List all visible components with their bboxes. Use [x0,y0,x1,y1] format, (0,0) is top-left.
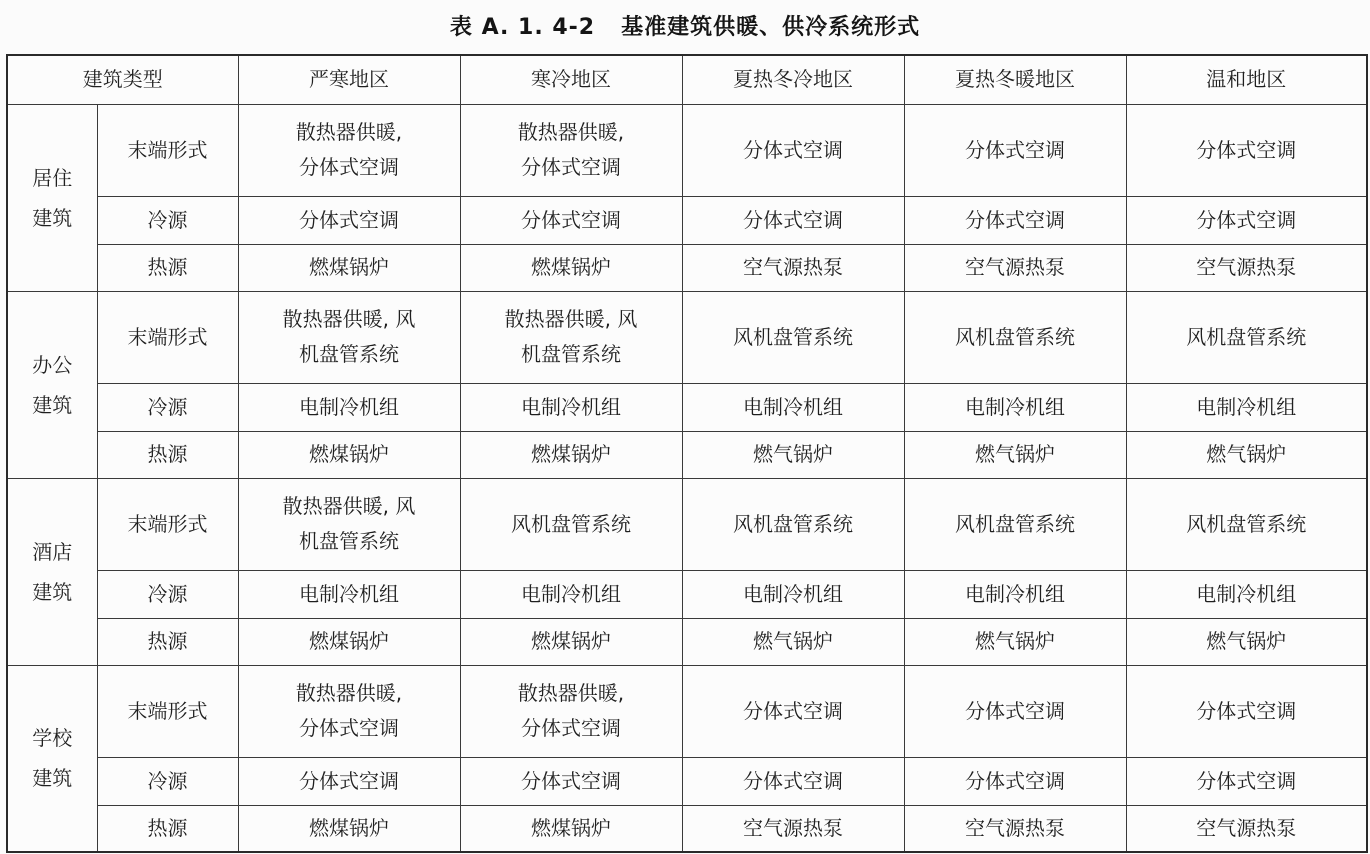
table-row [7,291,1367,383]
system-cell-text: 分体式空调 [743,137,843,162]
system-cell [460,291,682,383]
system-cell-text: 电制冷机组 [965,581,1065,606]
subcategory-label: 末端形式 [97,291,238,383]
system-cell [460,757,682,805]
building-category-label: 建筑 [32,579,73,604]
system-cell-text: 散热器供暖, [517,681,625,705]
system-cell [460,570,682,618]
system-cell [904,104,1126,196]
system-cell [904,291,1126,383]
table-row [7,196,1367,244]
subcategory-label: 末端形式 [97,104,238,196]
system-cell [682,383,904,431]
system-cell-text: 分体式空调 [1196,207,1297,232]
system-cell-text: 分体式空调 [299,716,399,740]
system-cell [1126,291,1367,383]
system-cell-text: 燃煤锅炉 [309,815,389,840]
system-cell [1126,757,1367,805]
system-cell [1126,431,1367,478]
system-cell [682,757,904,805]
system-cell [1126,104,1367,196]
system-cell [460,196,682,244]
building-category-label: 建筑 [32,205,73,230]
header-row [7,55,1367,104]
building-category-label: 办公 [32,352,73,377]
system-cell [1126,383,1367,431]
system-cell [238,570,460,618]
system-cell-text: 空气源热泵 [1196,255,1297,279]
system-cell-text: 风机盘管系统 [1186,324,1307,349]
system-cell [904,805,1126,852]
building-category-cell [7,104,97,291]
table-row [7,104,1367,196]
system-cell [460,383,682,431]
header-building-type: 建筑类型 [7,55,238,104]
header-region: 夏热冬暖地区 [904,55,1126,104]
system-cell-text: 电制冷机组 [299,581,399,606]
system-cell-text: 电制冷机组 [965,394,1065,419]
system-cell [460,478,682,570]
system-cell-text: 散热器供暖, [295,120,403,144]
system-cell [682,196,904,244]
system-cell [460,618,682,665]
system-cell [682,291,904,383]
system-cell-text: 燃煤锅炉 [309,442,389,466]
table-row [7,618,1367,665]
system-cell-text: 空气源热泵 [965,255,1065,279]
table-row [7,244,1367,291]
system-cell-text: 电制冷机组 [1196,581,1297,606]
header-region: 温和地区 [1126,55,1367,104]
system-cell [1126,618,1367,665]
system-cell [904,665,1126,757]
building-category-label: 酒店 [32,539,73,564]
system-cell-text: 空气源热泵 [965,815,1065,840]
system-cell [1126,478,1367,570]
table-row [7,805,1367,852]
system-cell [238,665,460,757]
system-cell [238,291,460,383]
system-cell [1126,805,1367,852]
building-category-label: 建筑 [32,392,73,417]
table-row [7,383,1367,431]
system-cell [238,244,460,291]
system-cell [904,570,1126,618]
subcategory-label: 冷源 [97,196,238,244]
system-cell-text: 燃气锅炉 [753,442,833,466]
system-cell [904,618,1126,665]
system-cell [460,431,682,478]
system-cell-text: 燃气锅炉 [975,629,1055,653]
system-cell [1126,570,1367,618]
system-cell [238,478,460,570]
system-cell-text: 散热器供暖, [295,681,403,705]
system-cell-text: 风机盘管系统 [733,324,853,349]
header-region: 寒冷地区 [460,55,682,104]
system-cell-text: 燃煤锅炉 [531,629,611,653]
system-cell-text: 散热器供暖, 风 [504,307,638,331]
system-cell [682,665,904,757]
system-cell [238,618,460,665]
system-cell-text: 空气源热泵 [743,255,843,279]
system-cell-text: 分体式空调 [1196,768,1297,793]
system-cell-text: 燃煤锅炉 [531,442,611,466]
subcategory-label: 末端形式 [97,478,238,570]
table-row [7,665,1367,757]
system-cell-text: 散热器供暖, [517,120,625,144]
system-cell [682,431,904,478]
system-cell-text: 电制冷机组 [521,394,621,419]
system-cell-text: 电制冷机组 [521,581,621,606]
subcategory-label: 冷源 [97,570,238,618]
system-cell-text: 分体式空调 [299,155,399,179]
building-category-cell [7,665,97,852]
subcategory-label: 热源 [97,805,238,852]
system-cell [682,478,904,570]
system-cell-text: 电制冷机组 [299,394,399,419]
building-category-cell [7,291,97,478]
system-cell-text: 散热器供暖, 风 [282,307,416,331]
system-cell [460,665,682,757]
building-category-label: 居住 [32,165,73,190]
system-cell-text: 机盘管系统 [299,342,399,366]
subcategory-label: 冷源 [97,383,238,431]
system-cell-text: 机盘管系统 [299,529,399,553]
system-cell-text: 分体式空调 [965,698,1065,723]
system-cell-text: 燃煤锅炉 [309,255,389,279]
system-cell-text: 分体式空调 [743,207,843,232]
system-cell [1126,244,1367,291]
subcategory-label: 冷源 [97,757,238,805]
system-cell-text: 空气源热泵 [743,815,843,840]
table-row [7,757,1367,805]
table-row [7,431,1367,478]
table-title: 表 A. 1. 4-2 基准建筑供暖、供冷系统形式 [449,15,921,40]
system-cell [238,104,460,196]
system-cell-text: 空气源热泵 [1196,815,1297,840]
subcategory-label: 热源 [97,244,238,291]
system-cell-text: 分体式空调 [521,155,621,179]
system-cell-text: 风机盘管系统 [955,511,1075,536]
system-cell [904,431,1126,478]
system-cell [904,196,1126,244]
system-cell-text: 机盘管系统 [521,342,621,366]
system-cell [682,805,904,852]
system-cell [904,757,1126,805]
system-cell-text: 电制冷机组 [743,581,843,606]
system-cell-text: 分体式空调 [521,207,621,232]
system-cell [460,104,682,196]
system-cell-text: 电制冷机组 [743,394,843,419]
subcategory-label: 末端形式 [97,665,238,757]
system-cell-text: 分体式空调 [965,137,1065,162]
system-cell-text: 燃煤锅炉 [309,629,389,653]
system-cell-text: 燃气锅炉 [753,629,833,653]
subcategory-label: 热源 [97,618,238,665]
building-category-label: 学校 [32,726,73,751]
system-cell [238,431,460,478]
system-cell-text: 分体式空调 [1196,698,1297,723]
system-cell [460,805,682,852]
system-cell-text: 风机盘管系统 [955,324,1075,349]
system-cell-text: 分体式空调 [1196,137,1297,162]
building-category-label: 建筑 [32,766,73,791]
system-cell-text: 电制冷机组 [1196,394,1297,419]
system-cell-text: 燃气锅炉 [975,442,1055,466]
system-cell-text: 燃煤锅炉 [531,815,611,840]
system-cell [1126,196,1367,244]
hvac-systems-table [6,54,1368,853]
system-cell [238,383,460,431]
system-cell [460,244,682,291]
subcategory-label: 热源 [97,431,238,478]
system-cell-text: 风机盘管系统 [511,511,631,536]
system-cell [904,383,1126,431]
system-cell-text: 分体式空调 [743,768,843,793]
system-cell-text: 分体式空调 [743,698,843,723]
system-cell-text: 分体式空调 [521,768,621,793]
table-row [7,570,1367,618]
system-cell-text: 燃气锅炉 [1206,629,1287,653]
system-cell-text: 分体式空调 [965,768,1065,793]
system-cell-text: 风机盘管系统 [1186,511,1307,536]
system-cell [682,104,904,196]
system-cell-text: 分体式空调 [299,768,399,793]
system-cell [682,618,904,665]
system-cell [238,805,460,852]
system-cell-text: 分体式空调 [299,207,399,232]
building-category-cell [7,478,97,665]
system-cell [904,244,1126,291]
system-cell-text: 分体式空调 [965,207,1065,232]
system-cell [682,244,904,291]
header-region: 夏热冬冷地区 [682,55,904,104]
system-cell [904,478,1126,570]
system-cell-text: 风机盘管系统 [733,511,853,536]
header-region: 严寒地区 [238,55,460,104]
system-cell [682,570,904,618]
table-row [7,478,1367,570]
system-cell [238,757,460,805]
system-cell [238,196,460,244]
system-cell-text: 燃气锅炉 [1206,442,1287,466]
system-cell-text: 散热器供暖, 风 [282,494,416,518]
system-cell-text: 燃煤锅炉 [531,255,611,279]
system-cell [1126,665,1367,757]
system-cell-text: 分体式空调 [521,716,621,740]
